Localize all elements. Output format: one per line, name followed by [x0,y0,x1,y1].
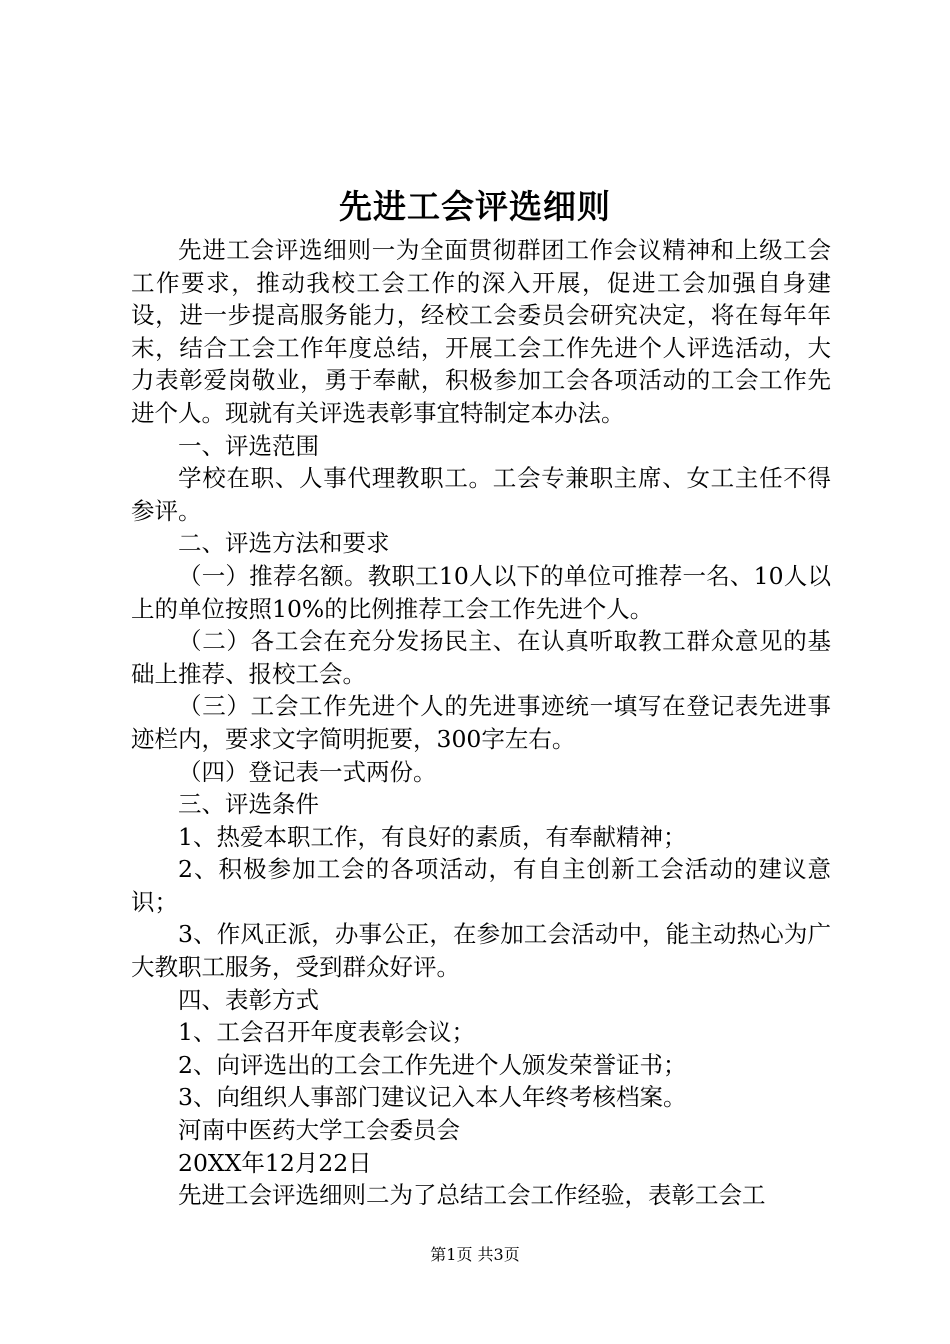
paragraph-condition-3: 3、作风正派，办事公正，在参加工会活动中，能主动热心为广大教职工服务，受到群众好评。 [131,920,831,982]
signature-organization: 河南中医药大学工会委员会 [178,1116,460,1145]
heading-method: 二、评选方法和要求 [178,529,390,558]
paragraph-condition-1: 1、热爱本职工作，有良好的素质，有奉献精神； [178,822,687,851]
paragraph-method-2: （二）各工会在充分发扬民主、在认真听取教工群众意见的基础上推荐、报校工会。 [131,627,831,688]
paragraph-method-3: （三）工会工作先进个人的先进事迹统一填写在登记表先进事迹栏内，要求文字简明扼要，300字左右。 [131,692,831,753]
paragraph-intro: 先进工会评选细则一为全面贯彻群团工作会议精神和上级工会工作要求，推动我校工会工作的深入开展，促进工会加强自身建设，进一步提高服务能力，经校工会委员会研究决定，将在每年年末，结合工会工作年度总结，开展工会工作先进个人评选活动，大力表彰爱岗敬业，勇于奉献，积极参加工会各项活动的工会工作先进个人。现就有关评选表彰事宜特制定本办法。 [131,236,831,427]
heading-conditions: 三、评选条件 [178,790,319,819]
paragraph-condition-2: 2、积极参加工会的各项活动，有自主创新工会活动的建议意识； [131,855,831,916]
paragraph-method-4: （四）登记表一式两份。 [178,757,437,786]
paragraph-commendation-3: 3、向组织人事部门建议记入本人年终考核档案。 [178,1083,687,1112]
paragraph-commendation-2: 2、向评选出的工会工作先进个人颁发荣誉证书； [178,1050,687,1079]
document-body [131,234,831,1212]
heading-scope: 一、评选范围 [178,431,319,460]
heading-commendation: 四、表彰方式 [178,985,319,1014]
page-number: 第1页 共3页 [430,1245,520,1264]
paragraph-scope: 学校在职、人事代理教职工。工会专兼职主席、女工主任不得参评。 [131,464,831,525]
signature-date: 20XX年12月22日 [178,1148,372,1177]
paragraph-method-1: （一）推荐名额。教职工10人以下的单位可推荐一名、10人以上的单位按照10%的比例推荐工会工作先进个人。 [131,561,831,623]
document-title: 先进工会评选细则 [339,187,611,226]
paragraph-second-doc-start: 先进工会评选细则二为了总结工会工作经验，表彰工会工 [178,1181,766,1210]
paragraph-commendation-1: 1、工会召开年度表彰会议； [178,1018,475,1047]
